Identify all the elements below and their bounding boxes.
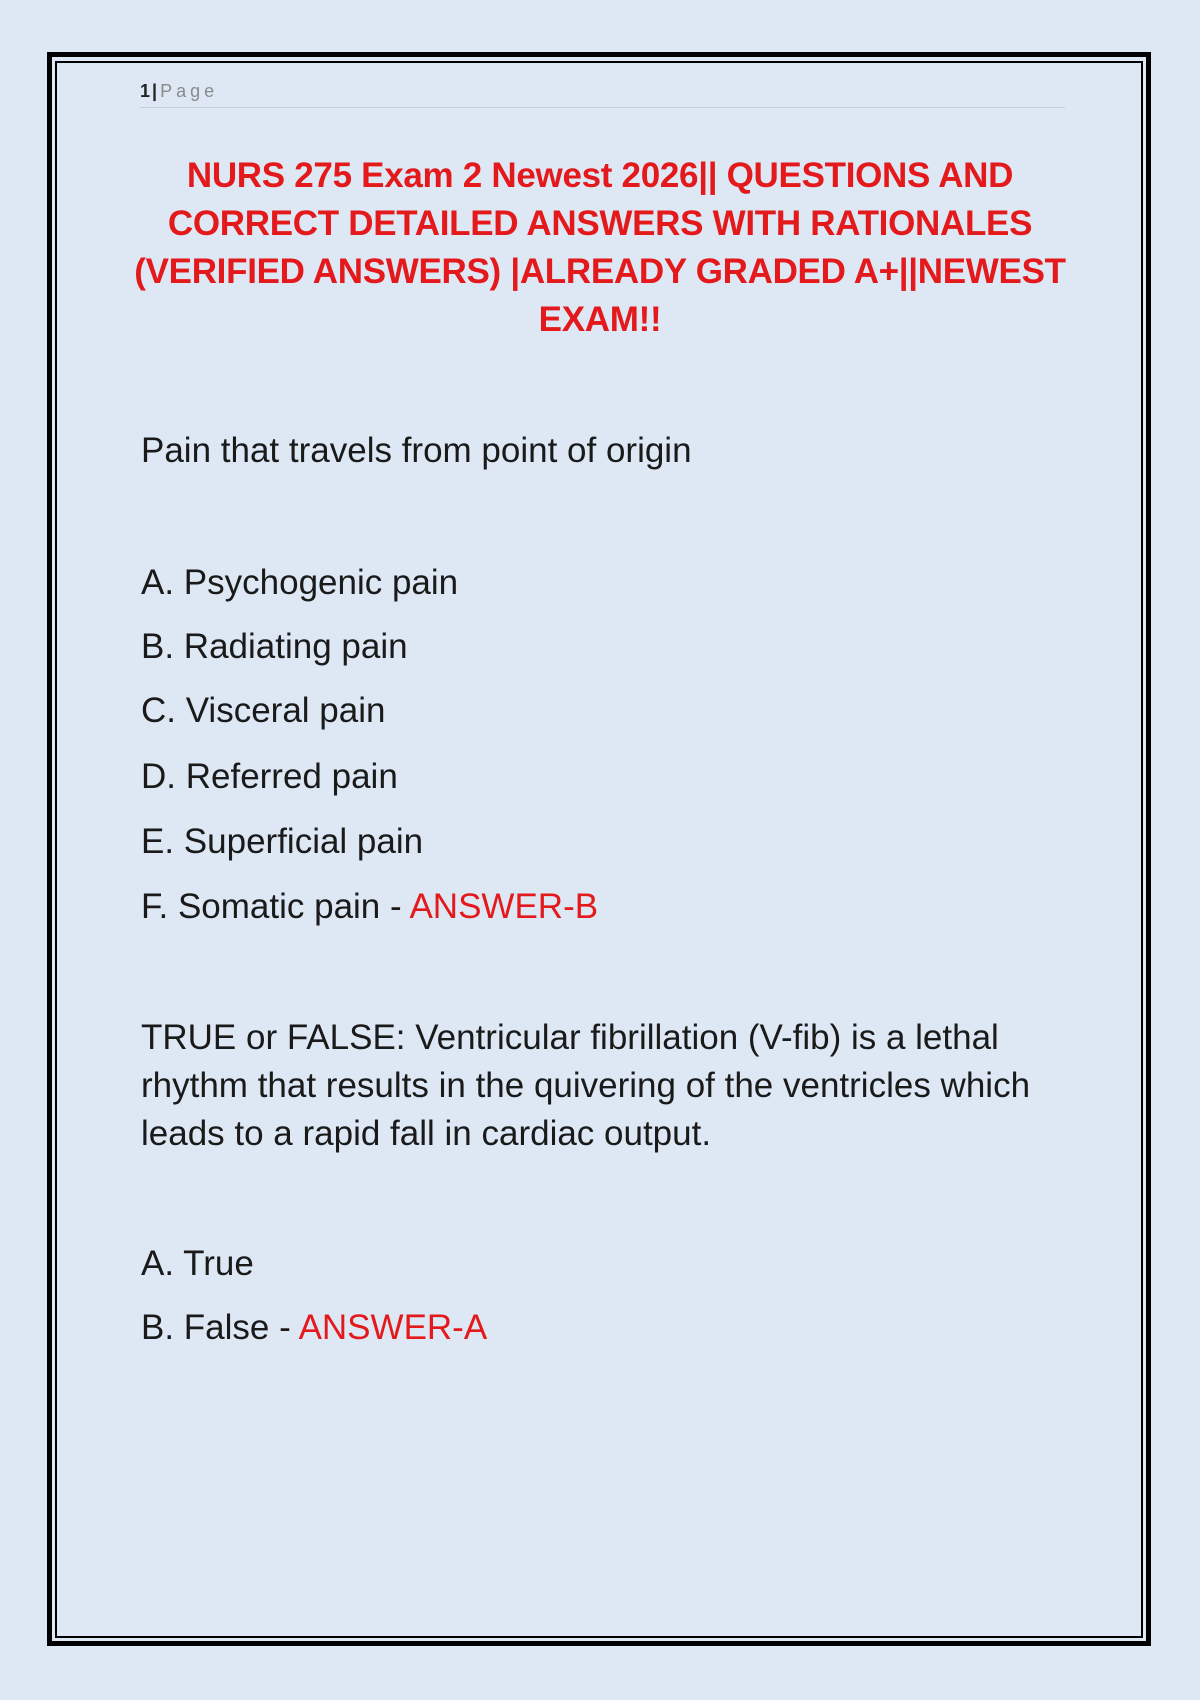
question-1-answer: ANSWER-B	[409, 887, 599, 926]
question-1-option-f	[141, 885, 598, 929]
page-label: Page	[160, 81, 219, 101]
page-number: 1	[140, 81, 151, 101]
question-1-option-d: D. Referred pain	[141, 757, 398, 796]
question-2-option-a: A. True	[141, 1244, 254, 1283]
question-1-option-a: A. Psychogenic pain	[141, 563, 459, 602]
question-2-text: TRUE or FALSE: Ventricular fibrillation (V-fib) is a lethal rhythm that results in the quivering of the ventricles which leads to a rapid fall in cardiac output.	[141, 1018, 1031, 1153]
document-title: NURS 275 Exam 2 Newest 2026|| QUESTIONS AND CORRECT DETAILED ANSWERS WITH RATIONALES (VERIFIED ANSWERS) |ALREADY GRADED A+||NEWEST EXAM!!	[134, 156, 1066, 339]
page-header	[140, 81, 218, 102]
question-2-option-b	[141, 1306, 487, 1350]
question-1-option-b: B. Radiating pain	[141, 627, 408, 666]
question-1-option-e: E. Superficial pain	[141, 822, 424, 861]
question-2-option-b-label: B. False -	[141, 1308, 299, 1347]
question-1-text: Pain that travels from point of origin	[141, 431, 692, 470]
page-header-separator: |	[152, 81, 158, 101]
question-1-option-f-label: F. Somatic pain -	[141, 887, 410, 926]
question-1-option-c: C. Visceral pain	[141, 691, 386, 730]
header-divider	[140, 107, 1065, 108]
question-2-answer: ANSWER-A	[298, 1308, 488, 1347]
